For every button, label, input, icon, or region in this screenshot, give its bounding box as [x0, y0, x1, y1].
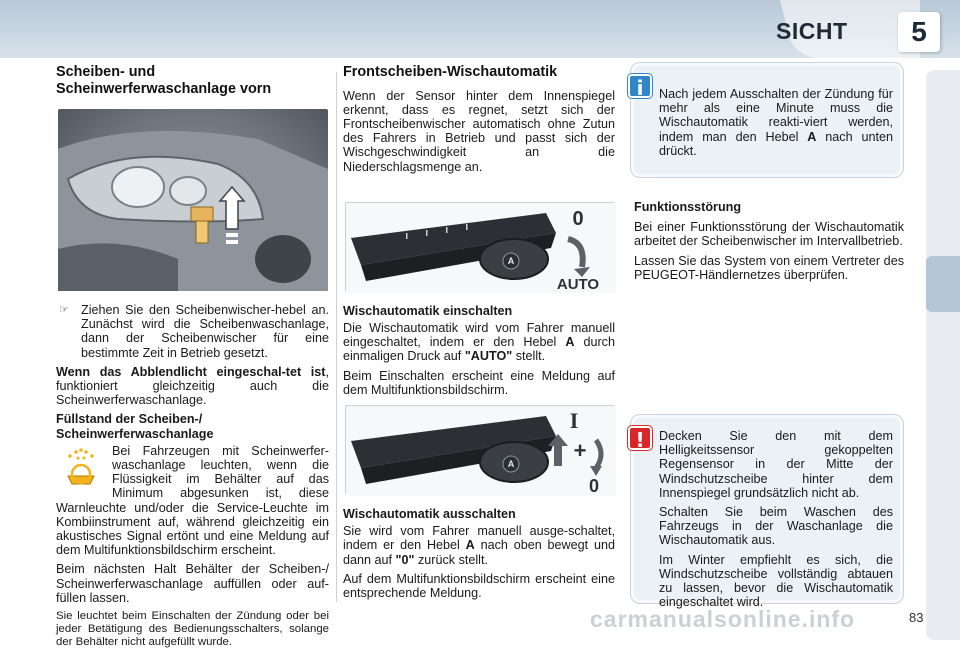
stalk-image-auto-off — [345, 405, 615, 495]
auto-on-message: Beim Einschalten erscheint eine Meldung auf dem Multifunktionsbildschirm. — [343, 368, 615, 397]
headlamp-illustration — [58, 109, 328, 291]
info-icon: i — [628, 74, 652, 98]
position-one-label: I — [569, 407, 579, 433]
left-column — [56, 64, 329, 654]
info-text: Nach jedem Ausschalten der Zündung für mehr als eine Minute muss die Wischautomatik reakti-viert werden, indem man den Hebel A nach unten drückt. — [659, 87, 893, 158]
fault-heading: Funktionsstörung — [634, 200, 742, 214]
warning-text-1: Decken Sie den mit dem Helligkeitssensor gekoppelten Regensensor in der Mitte der Windschutzscheibe hinter dem Innenspiegel grundsätzlich nicht ab. — [659, 429, 893, 500]
page-number: 83 — [909, 610, 924, 625]
middle-column — [343, 64, 615, 605]
hand-pointer-icon: ☞ — [59, 304, 69, 316]
column-divider — [336, 72, 337, 602]
right-column — [634, 200, 904, 287]
fault-text: Bei einer Funktionsstörung der Wischautomatik arbeitet der Scheibenwischer im Intervallbetrieb. — [634, 220, 904, 249]
auto-wipe-heading: Frontscheiben-Wischautomatik — [343, 64, 558, 80]
fault-text-2: Lassen Sie das System von einem Vertreter des PEUGEOT-Händlernetzes überprüfen. — [634, 253, 904, 282]
info-box — [630, 62, 904, 178]
auto-wipe-intro: Wenn der Sensor hinter dem Innenspiegel erkennt, dass es regnet, setzt sich der Frontscheibenwischer automatisch ohne Zutun des Fahrers in Betrieb und passt sich der Wischgeschwindigkeit an die Niederschlagsmenge an. — [343, 88, 615, 174]
wiper-stalk-auto-illustration — [346, 203, 616, 293]
auto-on-text: Die Wischautomatik wird vom Fahrer manuell eingeschaltet, indem er den Hebel A durch einmaligen Druck auf "AUTO" stellt. — [343, 320, 615, 364]
low-beam-note: Wenn das Abblendlicht eingeschal-tet ist, funktioniert gleichzeitig auch die Scheinwerferwaschanlage. — [56, 364, 329, 408]
active-chapter-tab[interactable] — [926, 256, 960, 312]
chapter-number: 5 — [898, 12, 940, 52]
headlamp-photo — [58, 109, 328, 291]
warning-box — [630, 414, 904, 610]
auto-off-heading: Wischautomatik ausschalten — [343, 506, 516, 521]
auto-on-heading: Wischautomatik einschalten — [343, 303, 513, 318]
lever-a-label: A — [507, 458, 515, 469]
wiper-stalk-off-illustration — [346, 406, 616, 496]
stalk-image-auto-on — [345, 202, 615, 292]
lever-a-label: A — [507, 255, 515, 266]
auto-position-label: AUTO — [556, 275, 600, 293]
auto-off-text: Sie wird vom Fahrer manuell ausge-schaltet, indem er den Hebel A nach oben bewegt und dann auf "0" zurück stellt. — [343, 524, 615, 567]
fill-level-block: Bei Fahrzeugen mit Scheinwerfer-waschanlage leuchten, wenn die Flüssigkeit im Behälter auf das Minimum abgesunken ist, diese Warnleuchte und/oder die Service-Leuchte im Kombiinstrument auf, während gleichzeitig ein akustisches Signal ertönt und eine Meldung auf dem Multifunktionsbildschirm erscheint. — [56, 443, 329, 558]
position-zero-label: 0 — [572, 207, 584, 230]
section-heading: Scheiben- und Scheinwerferwaschanlage vorn — [56, 64, 272, 97]
position-zero-label: 0 — [588, 475, 600, 496]
instruction-bullet: ☞ Ziehen Sie den Scheibenwischer-hebel an. Zunächst wird die Scheibenwaschanlage, dann der Scheibenwischer für eine bestimmte Zeit in Betrieb gesetzt. — [59, 303, 329, 360]
watermark: carmanualsonline.info — [590, 606, 856, 632]
warning-text-3: Im Winter empfiehlt es sich, die Windschutzscheibe vollständig abtauen zu lassen, bevor die Wischautomatik eingeschaltet wird. — [659, 552, 893, 610]
washer-fluid-warning-icon — [56, 444, 106, 492]
plus-symbol: + — [573, 437, 587, 463]
warning-text-2: Schalten Sie beim Waschen des Fahrzeugs in der Waschanlage die Wischautomatik aus. — [659, 505, 893, 548]
section-title: SICHT — [776, 18, 848, 44]
warning-light-note: Sie leuchtet beim Einschalten der Zündung oder bei jeder Betätigung des Bedienungsschalters, solange der Behälter nicht aufgefüllt wurde. — [56, 610, 329, 649]
fill-level-heading: Füllstand der Scheiben-/ Scheinwerferwaschanlage — [56, 412, 214, 441]
auto-off-message: Auf dem Multifunktionsbildschirm erscheint eine entsprechende Meldung. — [343, 571, 615, 600]
warning-icon: ! — [628, 426, 652, 450]
chapter-rail — [926, 70, 960, 640]
refill-note: Beim nächsten Halt Behälter der Scheiben-/ Scheinwerferwaschanlage auffüllen oder auf-füllen lassen. — [56, 562, 329, 605]
